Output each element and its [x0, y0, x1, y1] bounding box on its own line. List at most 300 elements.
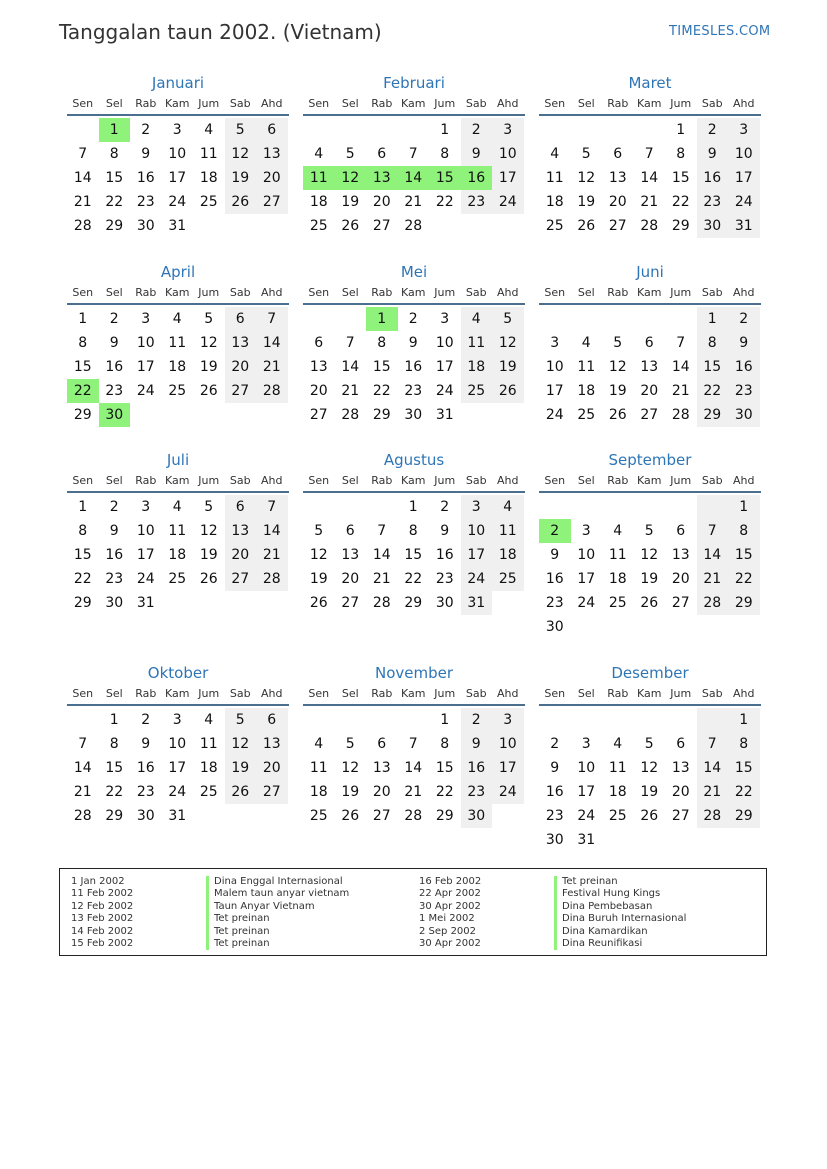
day-cell: 27: [225, 379, 257, 403]
page-title: Tanggalan taun 2002. (Vietnam): [59, 20, 382, 44]
weekday-label: Sel: [577, 687, 595, 700]
day-cell: 20: [225, 543, 257, 567]
day-cell: 21: [404, 194, 423, 210]
day-cell: 8: [728, 732, 760, 756]
day-cell: 18: [577, 383, 596, 399]
day-cell: 5: [204, 311, 214, 327]
day-cell: 5: [613, 335, 623, 351]
weekday-label: Sab: [465, 474, 487, 487]
day-cell: 6: [345, 523, 355, 539]
weekday-label: Sab: [465, 687, 487, 700]
day-cell: 18: [492, 543, 524, 567]
weekday-label: Jum: [670, 286, 692, 299]
day-cell: 18: [199, 760, 218, 776]
day-cell: 11: [608, 760, 627, 776]
day-cell: 19: [341, 194, 360, 210]
day-cell: 19: [640, 784, 659, 800]
day-cell: 1: [676, 122, 686, 138]
weekday-label: Ahd: [261, 286, 283, 299]
weekday-label: Sel: [341, 474, 359, 487]
day-cell: 17: [168, 170, 187, 186]
weekday-label: Sel: [341, 687, 359, 700]
weekday-label: Ahd: [733, 474, 755, 487]
day-cell: 27: [225, 567, 257, 591]
day-cell: 25: [577, 407, 596, 423]
day-cell: 21: [73, 194, 92, 210]
weekday-label: Sen: [544, 286, 566, 299]
day-cell: 17: [461, 543, 493, 567]
empty-cell: [697, 708, 729, 732]
day-cell: 20: [372, 784, 391, 800]
day-cell: 6: [377, 736, 387, 752]
day-cell: 24: [136, 383, 155, 399]
day-cell: 11: [168, 523, 187, 539]
weekday-header: [539, 94, 761, 116]
day-cell: 24: [136, 571, 155, 587]
holiday-legend: [59, 868, 767, 956]
day-cell: 8: [676, 146, 686, 162]
day-cell: 27: [372, 218, 391, 234]
day-cell: 22: [372, 383, 391, 399]
day-cell: 16: [461, 166, 493, 190]
day-cell: 6: [676, 736, 686, 752]
day-cell: 17: [728, 166, 760, 190]
day-cell: 23: [136, 194, 155, 210]
month-maret: [539, 72, 761, 238]
empty-cell: [634, 495, 666, 519]
day-cell: 4: [613, 523, 623, 539]
day-cell: 1: [78, 311, 88, 327]
day-cell: 4: [314, 736, 324, 752]
legend-date: 13 Feb 2002: [71, 913, 134, 925]
legend-holiday-name: Festival Hung Kings: [554, 888, 686, 900]
day-cell: 30: [545, 619, 564, 635]
weekday-header: [67, 471, 289, 493]
day-cell: 28: [404, 218, 423, 234]
day-cell: 5: [225, 708, 257, 732]
day-cell: 5: [492, 307, 524, 331]
day-cell: 30: [99, 403, 131, 427]
day-cell: 13: [341, 547, 360, 563]
day-cell: 15: [105, 170, 124, 186]
month-name: April: [160, 263, 196, 281]
day-grid: [303, 495, 524, 615]
day-cell: 14: [256, 331, 288, 355]
weekday-label: Sel: [341, 286, 359, 299]
day-cell: 23: [545, 808, 564, 824]
weekday-label: Kam: [401, 474, 426, 487]
day-cell: 20: [309, 383, 328, 399]
day-cell: 11: [199, 736, 218, 752]
weekday-label: Ahd: [497, 474, 519, 487]
weekday-label: Sen: [308, 97, 330, 110]
day-cell: 24: [492, 190, 524, 214]
day-cell: 29: [73, 407, 92, 423]
day-cell: 21: [697, 567, 729, 591]
day-cell: 10: [492, 732, 524, 756]
day-cell: 1: [697, 307, 729, 331]
empty-cell: [303, 495, 335, 519]
month-april: [67, 261, 289, 427]
weekday-label: Rab: [371, 474, 393, 487]
day-cell: 9: [141, 736, 151, 752]
day-cell: 26: [199, 383, 218, 399]
day-cell: 15: [697, 355, 729, 379]
day-cell: 8: [440, 146, 450, 162]
weekday-label: Sel: [341, 97, 359, 110]
day-cell: 22: [67, 379, 99, 403]
day-cell: 6: [644, 335, 654, 351]
day-cell: 15: [429, 166, 461, 190]
empty-cell: [634, 708, 666, 732]
day-cell: 8: [109, 146, 119, 162]
day-cell: 1: [109, 712, 119, 728]
day-grid: [303, 307, 524, 427]
legend-date: 16 Feb 2002: [419, 876, 482, 887]
day-cell: 9: [461, 732, 493, 756]
day-cell: 29: [105, 808, 124, 824]
day-grid: [539, 118, 760, 238]
weekday-header: [67, 684, 289, 706]
day-cell: 3: [172, 122, 182, 138]
day-cell: 21: [73, 784, 92, 800]
empty-cell: [398, 708, 430, 732]
day-cell: 7: [408, 146, 418, 162]
day-cell: 2: [728, 307, 760, 331]
day-cell: 26: [577, 218, 596, 234]
weekday-label: Rab: [371, 286, 393, 299]
day-cell: 3: [461, 495, 493, 519]
day-cell: 5: [644, 523, 654, 539]
day-cell: 24: [545, 407, 564, 423]
day-cell: 1: [728, 708, 760, 732]
day-grid: [67, 708, 288, 828]
legend-date: 30 Apr 2002: [419, 938, 481, 950]
day-cell: 30: [404, 407, 423, 423]
day-cell: 22: [73, 571, 92, 587]
day-cell: 10: [728, 142, 760, 166]
day-cell: 28: [671, 407, 690, 423]
day-cell: 21: [372, 571, 391, 587]
weekday-label: Kam: [637, 97, 662, 110]
day-cell: 28: [404, 808, 423, 824]
day-cell: 9: [550, 547, 560, 563]
day-cell: 25: [492, 567, 524, 591]
day-cell: 9: [697, 142, 729, 166]
day-cell: 12: [225, 142, 257, 166]
day-cell: 25: [199, 784, 218, 800]
day-cell: 6: [225, 495, 257, 519]
empty-cell: [335, 118, 367, 142]
day-cell: 24: [168, 784, 187, 800]
day-cell: 19: [341, 784, 360, 800]
weekday-header: [303, 283, 525, 305]
day-cell: 2: [141, 712, 151, 728]
day-cell: 2: [440, 499, 450, 515]
weekday-header: [303, 94, 525, 116]
day-cell: 13: [671, 547, 690, 563]
day-grid: [539, 708, 760, 852]
month-januari: [67, 72, 289, 238]
day-cell: 31: [168, 808, 187, 824]
weekday-label: Jum: [670, 97, 692, 110]
day-grid: [539, 307, 760, 427]
legend-date: 12 Feb 2002: [71, 900, 134, 912]
weekday-label: Sel: [105, 97, 123, 110]
legend-holiday-name: Taun Anyar Vietnam: [206, 901, 349, 913]
day-cell: 22: [435, 194, 454, 210]
empty-cell: [697, 495, 729, 519]
day-cell: 6: [314, 335, 324, 351]
day-cell: 15: [73, 359, 92, 375]
day-cell: 2: [408, 311, 418, 327]
day-cell: 7: [697, 519, 729, 543]
day-cell: 6: [256, 708, 288, 732]
day-cell: 4: [613, 736, 623, 752]
day-cell: 13: [671, 760, 690, 776]
day-cell: 2: [461, 708, 493, 732]
day-cell: 24: [168, 194, 187, 210]
day-cell: 1: [440, 122, 450, 138]
day-cell: 24: [577, 808, 596, 824]
day-cell: 20: [640, 383, 659, 399]
day-cell: 22: [671, 194, 690, 210]
weekday-label: Rab: [135, 97, 157, 110]
day-grid: [67, 118, 288, 238]
day-cell: 18: [461, 355, 493, 379]
day-cell: 3: [492, 708, 524, 732]
day-cell: 30: [435, 595, 454, 611]
day-cell: 11: [168, 335, 187, 351]
day-cell: 7: [408, 736, 418, 752]
weekday-label: Sen: [544, 97, 566, 110]
empty-cell: [366, 495, 398, 519]
day-cell: 29: [73, 595, 92, 611]
empty-cell: [366, 708, 398, 732]
day-cell: 12: [309, 547, 328, 563]
legend-date: 30 Apr 2002: [419, 900, 481, 912]
day-cell: 21: [697, 780, 729, 804]
day-cell: 24: [577, 595, 596, 611]
month-name: Mei: [400, 263, 428, 281]
day-cell: 7: [256, 307, 288, 331]
day-cell: 1: [728, 495, 760, 519]
day-cell: 7: [78, 736, 88, 752]
day-cell: 4: [581, 335, 591, 351]
day-cell: 16: [136, 170, 155, 186]
day-cell: 4: [492, 495, 524, 519]
day-cell: 4: [550, 146, 560, 162]
day-cell: 25: [168, 571, 187, 587]
legend-holiday-name: Dina Kamardikan: [554, 926, 686, 938]
day-cell: 27: [256, 780, 288, 804]
empty-cell: [366, 118, 398, 142]
day-cell: 4: [314, 146, 324, 162]
day-cell: 28: [697, 804, 729, 828]
day-cell: 17: [577, 784, 596, 800]
empty-cell: [665, 495, 697, 519]
day-cell: 31: [461, 591, 493, 615]
day-cell: 13: [640, 359, 659, 375]
month-name: Oktober: [147, 664, 209, 682]
weekday-label: Ahd: [497, 687, 519, 700]
day-cell: 22: [105, 784, 124, 800]
day-cell: 27: [256, 190, 288, 214]
day-cell: 7: [377, 523, 387, 539]
weekday-label: Jum: [434, 474, 456, 487]
weekday-label: Sel: [105, 687, 123, 700]
day-cell: 17: [168, 760, 187, 776]
empty-cell: [602, 307, 634, 331]
day-cell: 8: [408, 523, 418, 539]
day-cell: 23: [545, 595, 564, 611]
day-cell: 10: [577, 760, 596, 776]
day-cell: 12: [341, 760, 360, 776]
weekday-label: Sen: [544, 687, 566, 700]
day-grid: [67, 307, 288, 427]
day-cell: 20: [341, 571, 360, 587]
weekday-label: Jum: [434, 687, 456, 700]
day-cell: 15: [435, 760, 454, 776]
weekday-label: Sel: [577, 97, 595, 110]
day-cell: 9: [728, 331, 760, 355]
day-cell: 31: [168, 218, 187, 234]
day-cell: 10: [492, 142, 524, 166]
day-cell: 16: [435, 547, 454, 563]
day-cell: 9: [550, 760, 560, 776]
legend-dates-col-2: [419, 876, 481, 950]
day-cell: 5: [644, 736, 654, 752]
day-cell: 14: [73, 760, 92, 776]
weekday-label: Jum: [198, 286, 220, 299]
day-cell: 16: [697, 166, 729, 190]
weekday-label: Ahd: [733, 286, 755, 299]
month-name: November: [374, 664, 454, 682]
day-cell: 28: [640, 218, 659, 234]
legend-date: 1 Mei 2002: [419, 913, 475, 925]
weekday-label: Jum: [198, 97, 220, 110]
day-cell: 2: [109, 499, 119, 515]
month-name: Januari: [151, 74, 205, 92]
empty-cell: [539, 307, 571, 331]
day-cell: 17: [136, 359, 155, 375]
day-cell: 20: [256, 756, 288, 780]
day-cell: 14: [671, 359, 690, 375]
empty-cell: [602, 495, 634, 519]
site-link[interactable]: TIMESLES.COM: [669, 24, 771, 39]
day-cell: 9: [109, 523, 119, 539]
day-cell: 17: [136, 547, 155, 563]
day-cell: 14: [372, 547, 391, 563]
weekday-label: Sab: [701, 474, 723, 487]
weekday-label: Sen: [72, 474, 94, 487]
day-grid: [539, 495, 760, 639]
day-cell: 20: [225, 355, 257, 379]
weekday-label: Rab: [135, 474, 157, 487]
day-cell: 19: [199, 547, 218, 563]
day-cell: 7: [676, 335, 686, 351]
weekday-label: Rab: [607, 687, 629, 700]
day-cell: 18: [608, 571, 627, 587]
day-cell: 2: [539, 519, 571, 543]
day-cell: 25: [461, 379, 493, 403]
day-cell: 3: [172, 712, 182, 728]
legend-holiday-name: Dina Enggal Internasional: [206, 876, 349, 888]
day-cell: 30: [545, 832, 564, 848]
day-cell: 23: [105, 571, 124, 587]
day-cell: 21: [404, 784, 423, 800]
day-cell: 23: [728, 379, 760, 403]
legend-date: 11 Feb 2002: [71, 888, 134, 900]
empty-cell: [67, 118, 99, 142]
day-cell: 24: [461, 567, 493, 591]
day-cell: 12: [640, 760, 659, 776]
weekday-label: Rab: [607, 286, 629, 299]
weekday-label: Jum: [198, 474, 220, 487]
day-cell: 15: [105, 760, 124, 776]
legend-date: 2 Sep 2002: [419, 925, 477, 937]
empty-cell: [303, 708, 335, 732]
month-juli: [67, 449, 289, 615]
month-name: Februari: [383, 74, 445, 92]
day-cell: 22: [697, 379, 729, 403]
day-cell: 15: [728, 543, 760, 567]
day-cell: 4: [204, 712, 214, 728]
weekday-label: Sab: [701, 286, 723, 299]
day-cell: 1: [408, 499, 418, 515]
day-cell: 4: [204, 122, 214, 138]
day-cell: 25: [168, 383, 187, 399]
day-cell: 27: [640, 407, 659, 423]
weekday-label: Sen: [72, 687, 94, 700]
day-cell: 23: [461, 190, 493, 214]
day-cell: 19: [640, 571, 659, 587]
day-cell: 5: [204, 499, 214, 515]
day-cell: 16: [545, 571, 564, 587]
day-cell: 28: [256, 567, 288, 591]
weekday-label: Ahd: [261, 687, 283, 700]
weekday-label: Kam: [637, 286, 662, 299]
day-cell: 23: [697, 190, 729, 214]
day-cell: 7: [697, 732, 729, 756]
day-cell: 26: [341, 218, 360, 234]
day-cell: 27: [372, 808, 391, 824]
day-cell: 29: [372, 407, 391, 423]
weekday-header: [67, 94, 289, 116]
day-cell: 4: [172, 311, 182, 327]
month-name: Maret: [628, 74, 672, 92]
day-cell: 1: [99, 118, 131, 142]
day-cell: 2: [550, 736, 560, 752]
day-cell: 31: [728, 214, 760, 238]
day-cell: 5: [225, 118, 257, 142]
day-cell: 8: [377, 335, 387, 351]
day-cell: 11: [577, 359, 596, 375]
day-cell: 20: [256, 166, 288, 190]
weekday-label: Sab: [229, 474, 251, 487]
day-cell: 11: [545, 170, 564, 186]
day-cell: 15: [404, 547, 423, 563]
empty-cell: [571, 495, 603, 519]
legend-dates-col-1: [71, 876, 133, 950]
day-cell: 19: [225, 166, 257, 190]
day-cell: 25: [545, 218, 564, 234]
empty-cell: [335, 495, 367, 519]
day-cell: 23: [136, 784, 155, 800]
day-cell: 6: [225, 307, 257, 331]
day-cell: 30: [697, 214, 729, 238]
day-cell: 31: [577, 832, 596, 848]
